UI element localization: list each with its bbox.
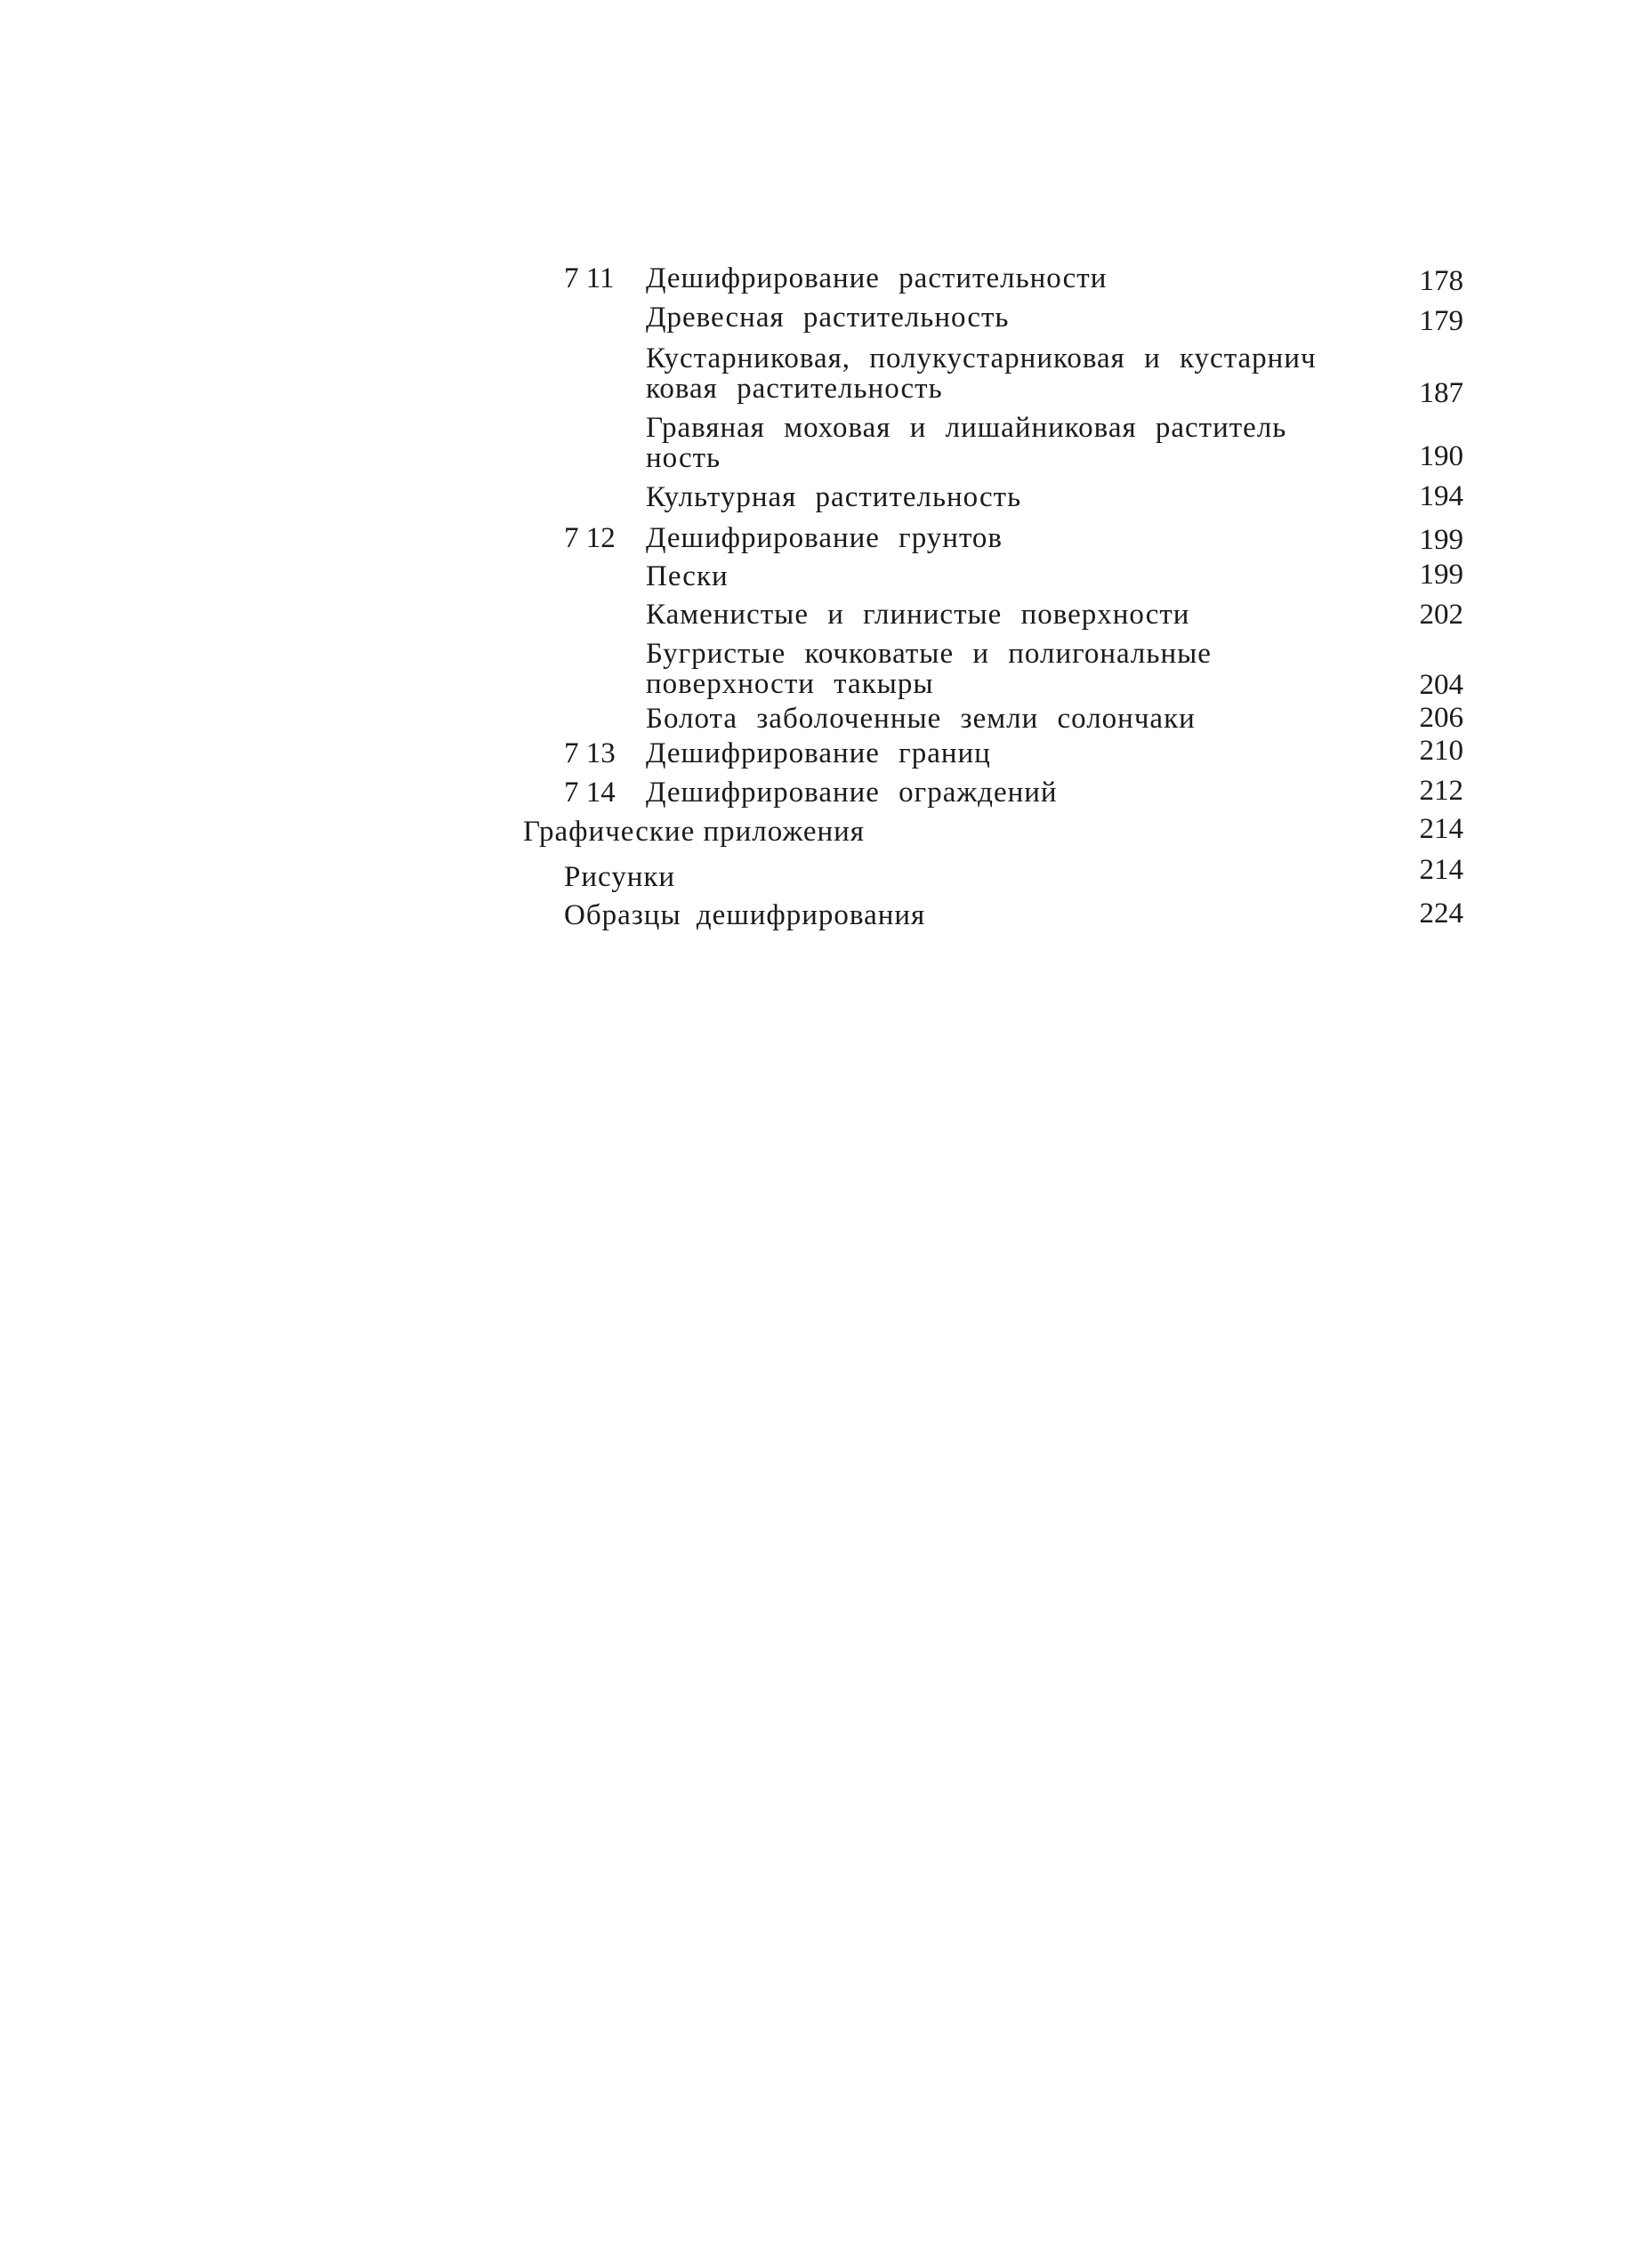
toc-entry-title: Образцы дешифрирования xyxy=(564,899,926,931)
page-number: 187 xyxy=(1419,377,1463,409)
page-number: 190 xyxy=(1419,440,1463,472)
page-number: 178 xyxy=(1419,265,1463,297)
toc-entry-title: Каменистые и глинистые поверхности xyxy=(646,599,1190,631)
toc-entry-title: Болота заболоченные земли солончаки xyxy=(646,703,1196,735)
section-number: 7 14 xyxy=(564,777,616,809)
toc-entry-title-continued: ность xyxy=(646,442,721,474)
toc-entry-title: Дешифрирование растительности xyxy=(646,262,1108,294)
toc-entry-title: Графические приложения xyxy=(523,816,865,848)
toc-entry-title: Гравяная моховая и лишайниковая раститель xyxy=(646,412,1287,444)
page-number: 194 xyxy=(1419,480,1463,512)
toc-entry-title-continued: поверхности такыры xyxy=(646,668,934,700)
toc-entry-title: Культурная растительность xyxy=(646,481,1022,513)
section-number: 7 11 xyxy=(564,262,615,294)
toc-entry-title: Кустарниковая, полукустарниковая и кустарнич xyxy=(646,342,1317,374)
page-number: 210 xyxy=(1419,735,1463,767)
toc-entry-title: Рисунки xyxy=(564,861,676,893)
toc-entry-title: Дешифрирование границ xyxy=(646,737,991,769)
page-number: 206 xyxy=(1419,702,1463,734)
page-number: 199 xyxy=(1419,524,1463,556)
toc-entry-title: Бугристые кочковатые и полигональные xyxy=(646,638,1212,670)
page-number: 212 xyxy=(1419,775,1463,807)
page-number: 214 xyxy=(1419,854,1463,886)
page-number: 224 xyxy=(1419,898,1463,930)
page-number: 204 xyxy=(1419,669,1463,701)
toc-entry-title: Древесная растительность xyxy=(646,302,1010,334)
toc-entry-title: Пески xyxy=(646,560,729,592)
section-number: 7 13 xyxy=(564,737,616,769)
toc-entry-title: Дешифрирование грунтов xyxy=(646,522,1003,554)
page-number: 202 xyxy=(1419,599,1463,631)
page-number: 199 xyxy=(1419,559,1463,591)
page-number: 214 xyxy=(1419,813,1463,845)
toc-entry-title-continued: ковая растительность xyxy=(646,373,943,405)
toc-entry-title: Дешифрирование ограждений xyxy=(646,777,1058,809)
page-number: 179 xyxy=(1419,305,1463,337)
section-number: 7 12 xyxy=(564,522,616,554)
